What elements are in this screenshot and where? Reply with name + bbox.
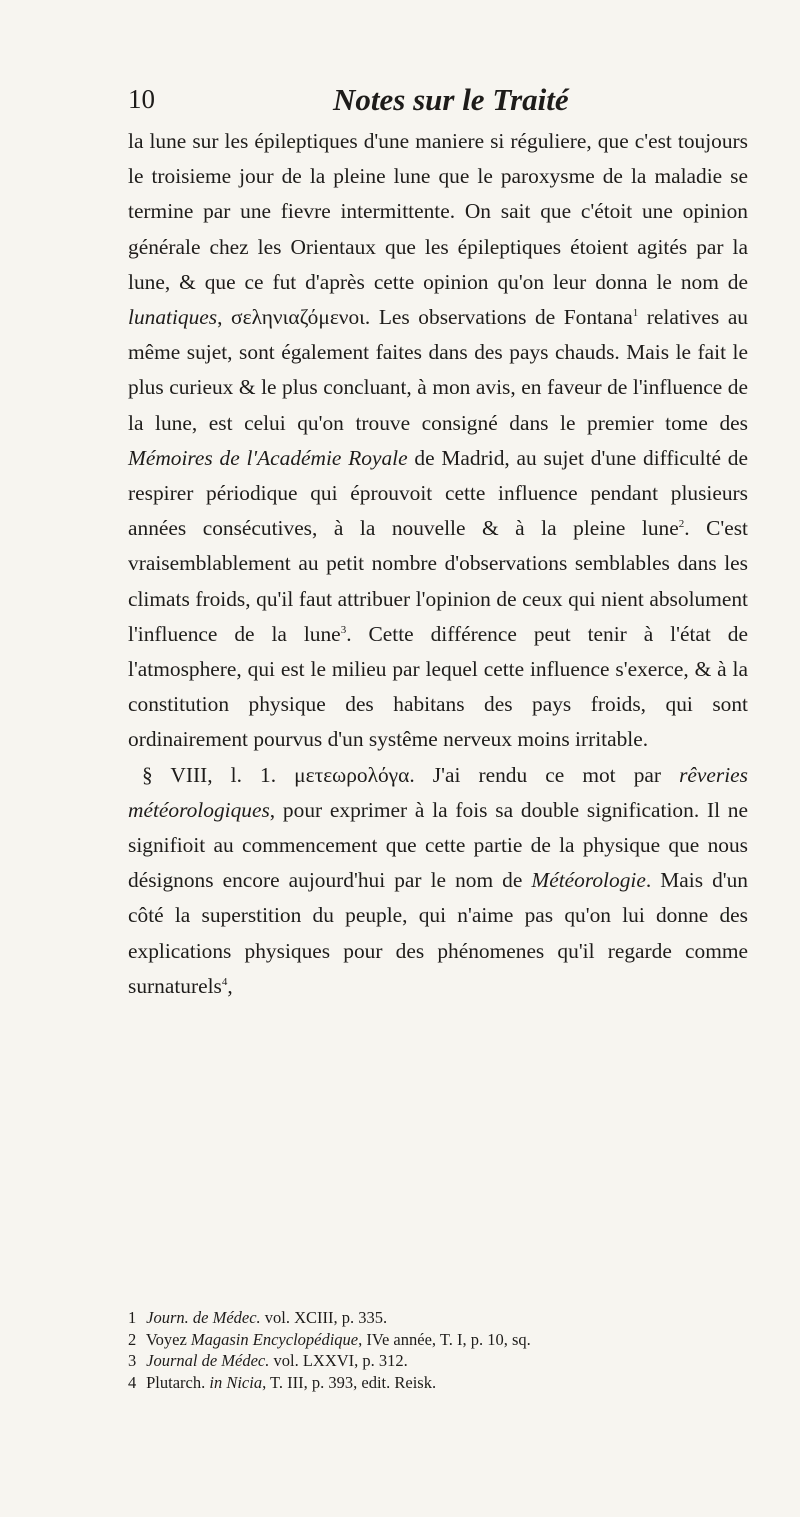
- paragraph-section-viii: § VIII, l. 1. μετεωρολόγα. J'ai rendu ce mot par rêveries météorologiques, pour exprimer à la fois sa double signification. Il ne signifioit au commencement que cette partie de la physique que nous désignons encore aujourd'hui par le nom de Météorologie. Mais d'un côté la superstition du peuple, qui n'aime pas qu'on lui donne des explications physiques pour des phénomenes qu'il regarde comme surnaturels$^4$,: [128, 762, 749, 998]
- footnote-ref-2: 2: [678, 518, 685, 531]
- footnote-ref-4: 4: [221, 975, 228, 988]
- footnote-ref-1: 1: [632, 307, 639, 320]
- footnote: 4 Plutarch. in Nicia, T. III, p. 393, edit. Reisk.: [128, 1372, 437, 1392]
- footnote: 3 Journal de Médec. vol. LXXVI, p. 312.: [128, 1351, 408, 1370]
- main-text: [128, 124, 748, 1004]
- footnotes: [128, 1307, 768, 1393]
- term-reveries-meteorologiques: rêveries météorologiques: [128, 762, 748, 822]
- running-title: Notes sur le Traité: [333, 82, 569, 117]
- term-meteorologie: Météorologie: [531, 868, 646, 893]
- term-lunatiques: lunatiques: [128, 305, 218, 330]
- paragraph-lunar-influence: la lune sur les épileptiques d'une maniere si réguliere, que c'est toujours le troisieme jour de la pleine lune que le paroxysme de la maladie se termine par une fievre intermittente. On sait que c'étoit une opinion générale chez les Orientaux que les épileptiques étoient agités par la lune, & que ce fut d'après cette opinion qu'on leur donna le nom de lunatiques, σεληνιαζόμενοι. Les observations de Fontana$^1$ relatives au même sujet, sont également faites dans des pays chauds. Mais le fait le plus curieux & le plus concluant, à mon avis, en faveur de l'influence de la lune, est celui qu'on trouve consigné dans le premier tome des Mémoires de l'Académie Royale de Madrid, au sujet d'une difficulté de respirer périodique qui éprouvoit cette influence pendant plusieurs années consécutives, à la nouvelle & à la pleine lune$^2$. C'est vraisemblablement au petit nombre d'observations semblables dans les climats froids, qu'il faut attribuer l'opinion de ceux qui nient absolument l'influence de la lune$^3$. Cette différence peut tenir à l'état de l'atmosphere, qui est le milieu par lequel cette influence s'exerce, & à la constitution physique des habitans des pays froids, qui sont ordinairement pourvus d'un systême nerveux moins irritable.: [128, 129, 749, 752]
- page-header: [128, 82, 760, 122]
- footnote-ref-3: 3: [340, 623, 347, 636]
- page-number: 10: [128, 84, 155, 114]
- footnote: 2 Voyez Magasin Encyclopédique, IVe année, T. I, p. 10, sq.: [128, 1329, 531, 1349]
- title-memoires-academie: Mémoires de l'Académie Royale: [128, 445, 408, 470]
- footnote: 1 Journ. de Médec. vol. XCIII, p. 335.: [128, 1308, 388, 1327]
